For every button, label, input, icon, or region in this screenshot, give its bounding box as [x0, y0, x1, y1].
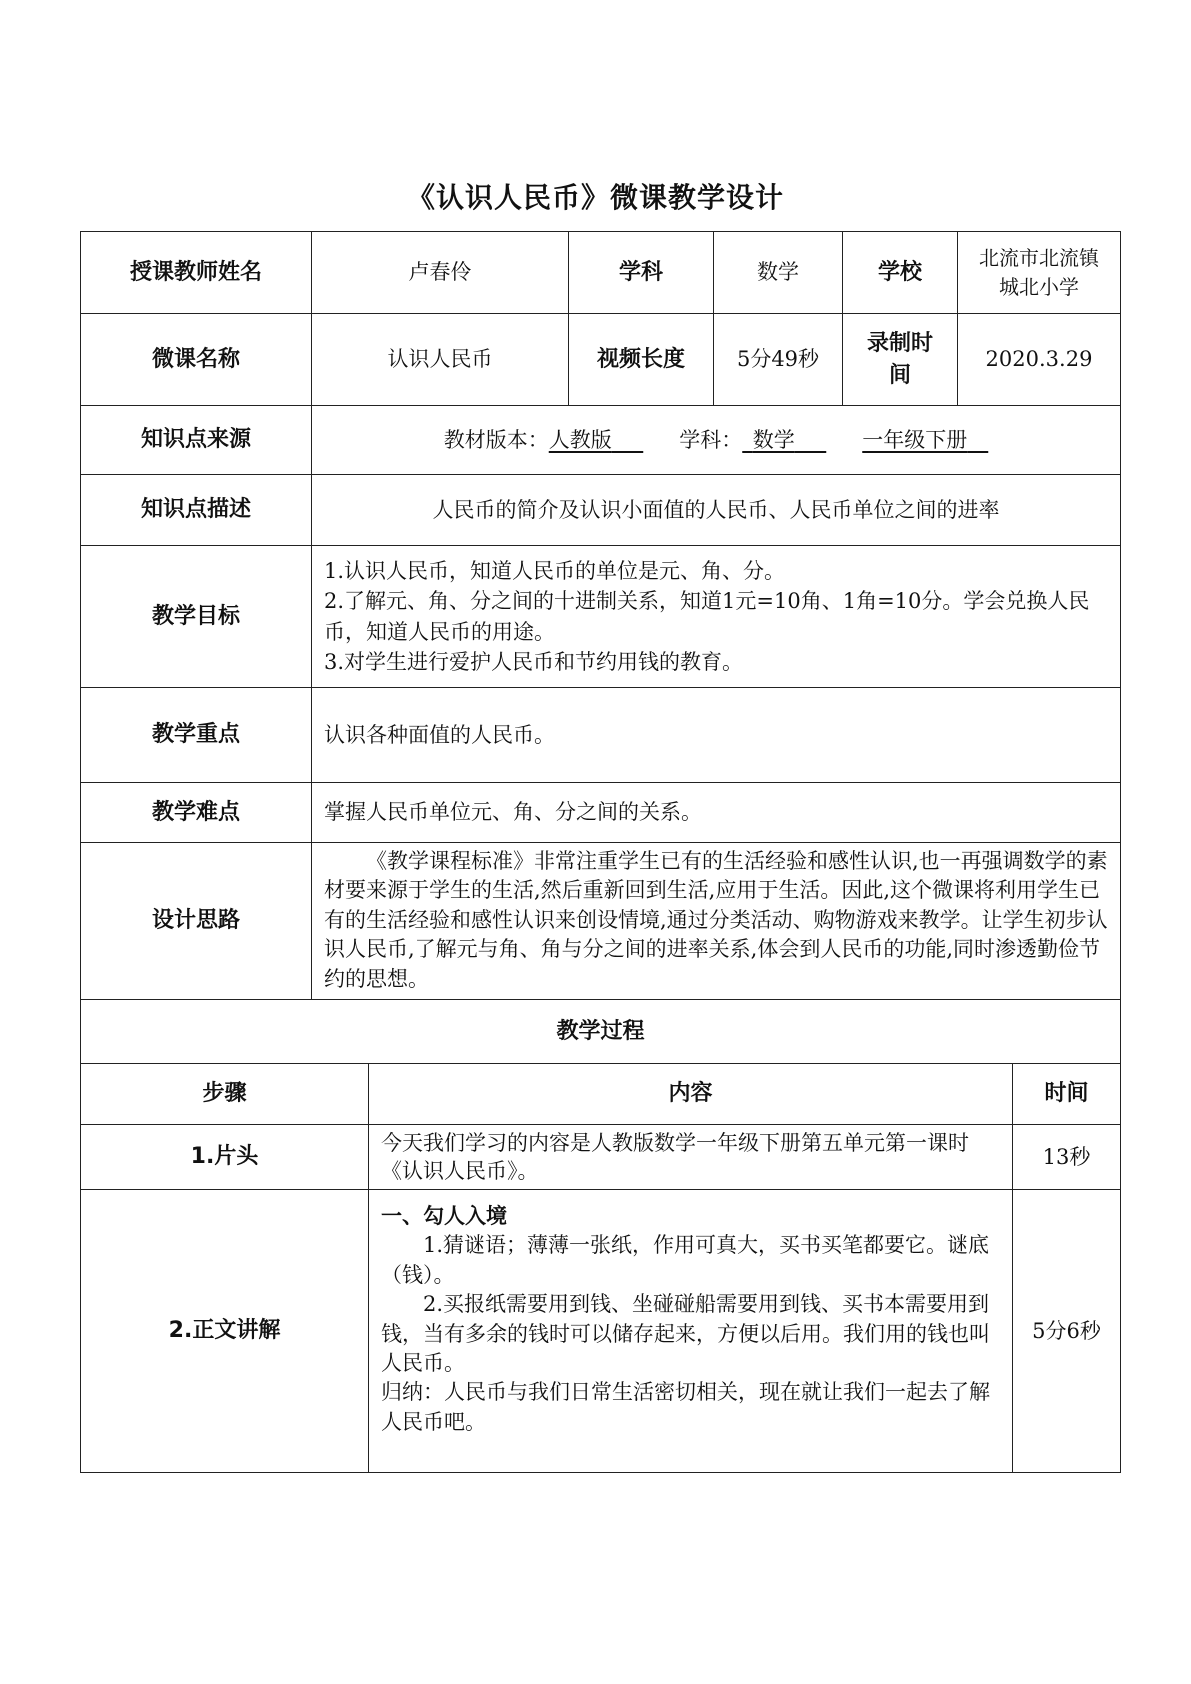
step-1-content: 今天我们学习的内容是人教版数学一年级下册第五单元第一课时《认识人民币》。	[369, 1125, 1013, 1189]
record-time-value: 2020.3.29	[958, 314, 1121, 405]
step-1-time: 13秒	[1013, 1125, 1121, 1189]
design-idea-text: 《教学课程标准》非常注重学生已有的生活经验和感性认识,也一再强调数学的素材要来源于学生的生活,然后重新回到生活,应用于生活。因此,这个微课将利用学生已有的生活经验和感性认识来创设情境,通过分类活动、购物游戏来教学。让学生初步认识人民币,了解元与角、角与分之间的进率关系,体会到人民币的功能,同时渗透勤俭节约的思想。	[324, 849, 1108, 991]
step-2-content	[369, 1190, 1013, 1472]
knowledge-description-row	[81, 475, 1121, 546]
info-row-2	[81, 314, 1121, 406]
key-point-row	[81, 688, 1121, 783]
grade-value: 一年级下册	[862, 427, 968, 452]
process-heading-row	[81, 1000, 1121, 1064]
school-value-line2: 城北小学	[999, 274, 1079, 299]
table-row	[81, 1125, 1121, 1190]
school-value-line1: 北流市北流镇	[979, 245, 1099, 270]
step-1-label: 1.片头	[81, 1125, 369, 1189]
course-value: 认识人民币	[312, 314, 569, 405]
design-idea-value	[312, 843, 1121, 999]
step-2-paragraph-2: 2.买报纸需要用到钱、坐碰碰船需要用到钱、买书本需要用到钱，当有多余的钱时可以储存起来，方便以后用。我们用的钱也叫人民币。	[381, 1292, 990, 1375]
teacher-label: 授课教师姓名	[81, 232, 312, 313]
difficulty-label: 教学难点	[81, 783, 312, 842]
school-label: 学校	[843, 232, 958, 313]
table-row	[81, 1190, 1121, 1473]
goal-item-1: 1.认识人民币，知道人民币的单位是元、角、分。	[324, 558, 786, 583]
teaching-goals-label: 教学目标	[81, 546, 312, 687]
course-label: 微课名称	[81, 314, 312, 405]
subject-value: 数学	[714, 232, 843, 313]
knowledge-source-value	[312, 406, 1121, 474]
source-subject-prefix: 学科：	[679, 427, 743, 452]
video-length-value: 5分49秒	[714, 314, 843, 405]
design-idea-label: 设计思路	[81, 843, 312, 999]
step-2-time: 5分6秒	[1013, 1190, 1121, 1472]
step-2-summary: 归纳：人民币与我们日常生活密切相关，现在就让我们一起去了解人民币吧。	[381, 1380, 990, 1434]
document-title: 《认识人民币》微课教学设计	[406, 181, 784, 214]
process-header-row	[81, 1064, 1121, 1125]
record-time-label-line1: 录制时	[866, 330, 933, 356]
col-step-header: 步骤	[81, 1064, 369, 1124]
goal-item-2: 2.了解元、角、分之间的十进制关系，知道1元=10角、1角=10分。学会兑换人民币，知道人民币的用途。	[324, 589, 1090, 644]
video-length-label: 视频长度	[569, 314, 714, 405]
step-2-heading: 一、勾人入境	[381, 1204, 507, 1228]
info-row-1	[81, 232, 1121, 314]
teaching-goals-value	[312, 546, 1121, 687]
school-value	[958, 232, 1121, 313]
goal-item-3: 3.对学生进行爱护人民币和节约用钱的教育。	[324, 649, 744, 674]
lesson-design-table	[80, 231, 1121, 1473]
key-point-label: 教学重点	[81, 688, 312, 782]
design-idea-row	[81, 843, 1121, 1000]
process-heading: 教学过程	[81, 1000, 1121, 1063]
knowledge-source-row	[81, 406, 1121, 475]
edition-value: 人教版	[548, 427, 612, 452]
teacher-value: 卢春伶	[312, 232, 569, 313]
difficulty-value: 掌握人民币单位元、角、分之间的关系。	[312, 783, 1121, 842]
col-content-header: 内容	[369, 1064, 1013, 1124]
step-2-paragraph-1: 1.猜谜语；薄薄一张纸，作用可真大，买书买笔都要它。谜底（钱）。	[381, 1233, 990, 1287]
difficulty-row	[81, 783, 1121, 843]
edition-prefix: 教材版本：	[443, 427, 549, 452]
record-time-label	[843, 314, 958, 405]
knowledge-description-label: 知识点描述	[81, 475, 312, 545]
record-time-label-line2: 间	[888, 362, 911, 388]
knowledge-source-label: 知识点来源	[81, 406, 312, 474]
subject-label: 学科	[569, 232, 714, 313]
step-2-label: 2.正文讲解	[81, 1190, 369, 1472]
key-point-value: 认识各种面值的人民币。	[312, 688, 1121, 782]
teaching-goals-row	[81, 546, 1121, 688]
source-subject-value: 数学	[752, 427, 795, 452]
col-time-header: 时间	[1013, 1064, 1121, 1124]
knowledge-description-value: 人民币的简介及认识小面值的人民币、人民币单位之间的进率	[312, 475, 1121, 545]
